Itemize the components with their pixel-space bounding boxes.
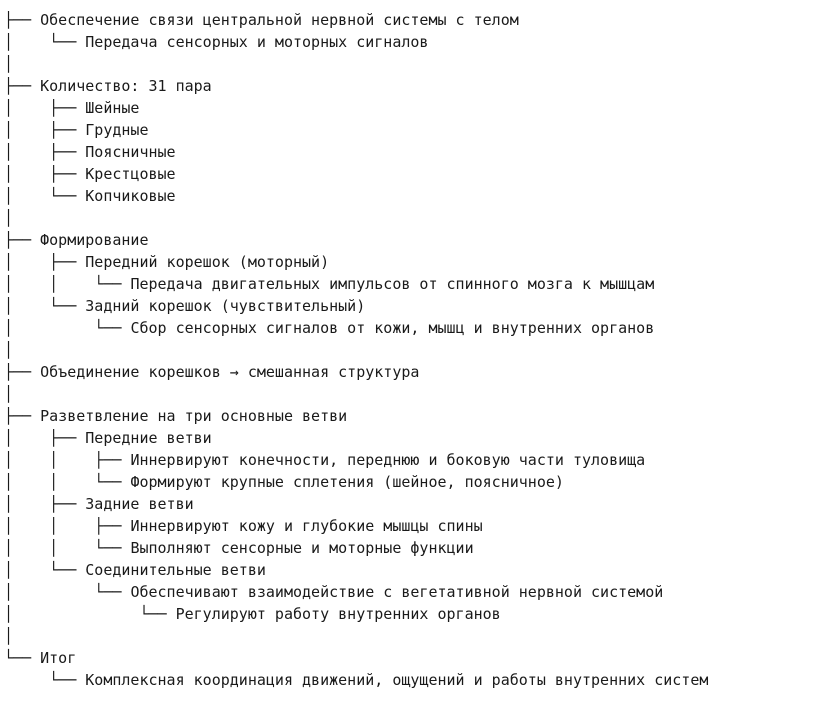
tree-node xyxy=(4,581,708,603)
tree-node-label: Шейные xyxy=(85,99,140,117)
tree-node xyxy=(4,273,708,295)
tree-node xyxy=(4,141,708,163)
tree-node xyxy=(4,603,708,625)
tree-branch-connector: ├── xyxy=(4,11,41,29)
tree-node-label: Комплексная координация движений, ощущений и работы внутренних систем xyxy=(85,671,709,689)
tree-branch-connector: │ ├── xyxy=(4,253,86,271)
tree-node xyxy=(4,251,708,273)
tree-node-label: Иннервируют конечности, переднюю и боковую части туловища xyxy=(130,451,646,469)
tree-branch-connector: │ ├── xyxy=(4,495,86,513)
tree-node xyxy=(4,229,708,251)
tree-branch-connector: │ │ └── xyxy=(4,275,131,293)
tree-branch-connector: │ ├── xyxy=(4,143,86,161)
tree-node xyxy=(4,515,708,537)
tree-node xyxy=(4,185,708,207)
tree-branch-connector: │ xyxy=(4,385,14,403)
tree-branch-connector: │ └── xyxy=(4,187,86,205)
tree-node xyxy=(4,339,708,361)
tree-node-label: Обеспечивают взаимодействие с вегетативной нервной системой xyxy=(130,583,664,601)
tree-node xyxy=(4,449,708,471)
tree-node-label: Иннервируют кожу и глубокие мышцы спины xyxy=(130,517,483,535)
tree-node xyxy=(4,295,708,317)
tree-branch-connector: │ └── xyxy=(4,297,86,315)
tree-branch-connector: │ ├── xyxy=(4,121,86,139)
tree-node-label: Задние ветви xyxy=(85,495,194,513)
tree-branch-connector: │ └── xyxy=(4,33,86,51)
tree-node xyxy=(4,361,708,383)
tree-branch-connector: │ └── xyxy=(4,583,131,601)
tree-node xyxy=(4,427,708,449)
tree-node xyxy=(4,317,708,339)
tree-branch-connector: │ │ └── xyxy=(4,473,131,491)
tree-node xyxy=(4,537,708,559)
tree-node-label: Соединительные ветви xyxy=(85,561,266,579)
tree-node-label: Задний корешок (чувствительный) xyxy=(85,297,366,315)
tree-branch-connector: │ xyxy=(4,627,14,645)
tree-node xyxy=(4,471,708,493)
tree-branch-connector: │ └── xyxy=(4,605,176,623)
tree-node xyxy=(4,625,708,647)
tree-branch-connector: │ xyxy=(4,341,14,359)
tree-node xyxy=(4,383,708,405)
tree-branch-connector: ├── xyxy=(4,363,41,381)
tree-branch-connector: └── xyxy=(4,671,86,689)
tree-node-label: Крестцовые xyxy=(85,165,176,183)
tree-branch-connector: │ ├── xyxy=(4,99,86,117)
tree-node-label: Разветвление на три основные ветви xyxy=(40,407,348,425)
tree-node-label: Количество: 31 пара xyxy=(40,77,212,95)
tree-node xyxy=(4,119,708,141)
tree-branch-connector: │ │ ├── xyxy=(4,451,131,469)
tree-node-label: Копчиковые xyxy=(85,187,176,205)
tree-node xyxy=(4,53,708,75)
tree-node xyxy=(4,97,708,119)
tree-node xyxy=(4,31,708,53)
tree-node-label: Грудные xyxy=(85,121,149,139)
tree-node xyxy=(4,559,708,581)
tree-diagram xyxy=(4,9,708,691)
tree-branch-connector: │ │ └── xyxy=(4,539,131,557)
tree-node-label: Передние ветви xyxy=(85,429,212,447)
tree-node-label: Передача двигательных импульсов от спинного мозга к мышцам xyxy=(130,275,655,293)
tree-branch-connector: │ xyxy=(4,55,14,73)
tree-branch-connector: │ └── xyxy=(4,561,86,579)
tree-branch-connector: │ xyxy=(4,209,14,227)
tree-branch-connector: │ └── xyxy=(4,319,131,337)
tree-branch-connector: │ │ ├── xyxy=(4,517,131,535)
tree-node xyxy=(4,647,708,669)
tree-branch-connector: │ ├── xyxy=(4,429,86,447)
tree-node xyxy=(4,75,708,97)
tree-node-label: Передача сенсорных и моторных сигналов xyxy=(85,33,429,51)
tree-node xyxy=(4,669,708,691)
tree-node-label: Передний корешок (моторный) xyxy=(85,253,330,271)
tree-node-label: Регулируют работу внутренних органов xyxy=(175,605,501,623)
tree-node xyxy=(4,493,708,515)
tree-node xyxy=(4,9,708,31)
tree-node-label: Формируют крупные сплетения (шейное, поясничное) xyxy=(130,473,564,491)
tree-branch-connector: ├── xyxy=(4,231,41,249)
tree-node-label: Обеспечение связи центральной нервной системы с телом xyxy=(40,11,519,29)
tree-node xyxy=(4,405,708,427)
tree-node-label: Сбор сенсорных сигналов от кожи, мышц и внутренних органов xyxy=(130,319,655,337)
tree-node xyxy=(4,207,708,229)
tree-node xyxy=(4,163,708,185)
tree-node-label: Итог xyxy=(40,649,77,667)
tree-node-label: Поясничные xyxy=(85,143,176,161)
tree-node-label: Формирование xyxy=(40,231,149,249)
tree-branch-connector: ├── xyxy=(4,407,41,425)
tree-branch-connector: │ ├── xyxy=(4,165,86,183)
tree-branch-connector: ├── xyxy=(4,77,41,95)
tree-node-label: Объединение корешков → смешанная структура xyxy=(40,363,420,381)
tree-node-label: Выполняют сенсорные и моторные функции xyxy=(130,539,474,557)
tree-branch-connector: └── xyxy=(4,649,41,667)
